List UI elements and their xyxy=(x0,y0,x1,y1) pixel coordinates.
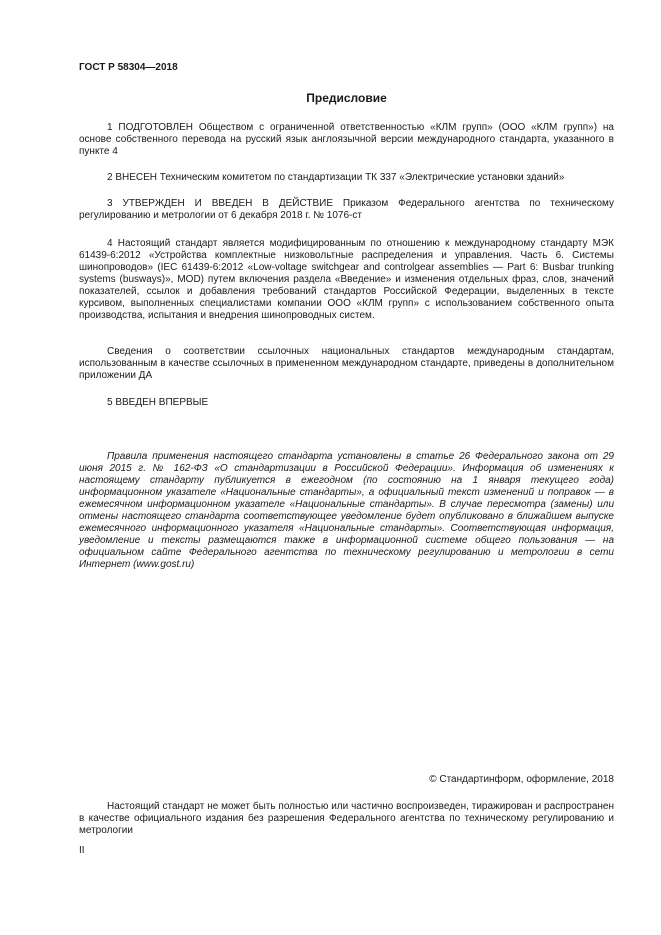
page-number: II xyxy=(79,845,85,856)
preface-item-4-note: Сведения о соответствии ссылочных национальных стандартов международным стандартам, использованным в качестве ссылочных в примененном международном стандарте, приведены в дополнительном приложении ДА xyxy=(79,346,614,381)
preface-item-2: 2 ВНЕСЕН Техническим комитетом по стандартизации ТК 337 «Электрические установки зданий» xyxy=(107,172,565,183)
preface-title: Предисловие xyxy=(306,91,387,105)
application-rules-notice: Правила применения настоящего стандарта установлены в статье 26 Федерального закона от 29 июня 2015 г. № 162-ФЗ «О стандартизации в Российской Федерации». Информация об изменениях к настоящему стандарту публикуется в ежегодном (по состоянию на 1 января текущего года) информационном указателе «Национальные стандарты», а официальный текст изменений и поправок — в ежемесячном информационном указателе «Национальные стандарты». В случае пересмотра (замены) или отмены настоящего стандарта соответствующее уведомление будет опубликовано в ближайшем выпуске ежемесячного информационного указателя «Национальные стандарты». Соответствующая информация, уведомление и тексты размещаются также в информационной системе общего пользования — на официальном сайте Федерального агентства по техническому регулированию и метрологии в сети Интернет (www.gost.ru) xyxy=(79,451,614,570)
copyright-line: © Стандартинформ, оформление, 2018 xyxy=(429,774,614,785)
preface-item-1: 1 ПОДГОТОВЛЕН Обществом с ограниченной ответственностью «КЛМ групп» (ООО «КЛМ групп») на основе собственного перевода на русский язык англоязычной версии международного стандарта, указанного в пункте 4 xyxy=(79,122,614,157)
standard-code: ГОСТ Р 58304—2018 xyxy=(79,62,178,73)
reproduction-notice: Настоящий стандарт не может быть полностью или частично воспроизведен, тиражирован и распространен в качестве официального издания без разрешения Федерального агентства по техническому регулированию и метрологии xyxy=(79,801,614,836)
preface-item-5: 5 ВВЕДЕН ВПЕРВЫЕ xyxy=(107,397,209,408)
preface-item-4: 4 Настоящий стандарт является модифицированным по отношению к международному стандарту МЭК 61439-6:2012 «Устройства комплектные низковольтные распределения и управления. Часть 6. Системы шинопроводов» (IEC 61439-6:2012 «Low-voltage switchgear and controlgear assemblies — Part 6: Busbar trunking systems (busways)», MOD) путем включения раздела «Введение» и изменения отдельных фраз, слов, значений показателей, ссылок и добавления требований стандартов Российской Федерации, выделенных в тексте курсивом, выполненных специалистами компании ООО «КЛМ групп» с использованием собственного опыта производства, испытания и внедрения шинопроводных систем. xyxy=(79,238,614,321)
preface-item-3: 3 УТВЕРЖДЕН И ВВЕДЕН В ДЕЙСТВИЕ Приказом Федерального агентства по техническому регулированию и метрологии от 6 декабря 2018 г. № 1076-ст xyxy=(79,198,614,221)
